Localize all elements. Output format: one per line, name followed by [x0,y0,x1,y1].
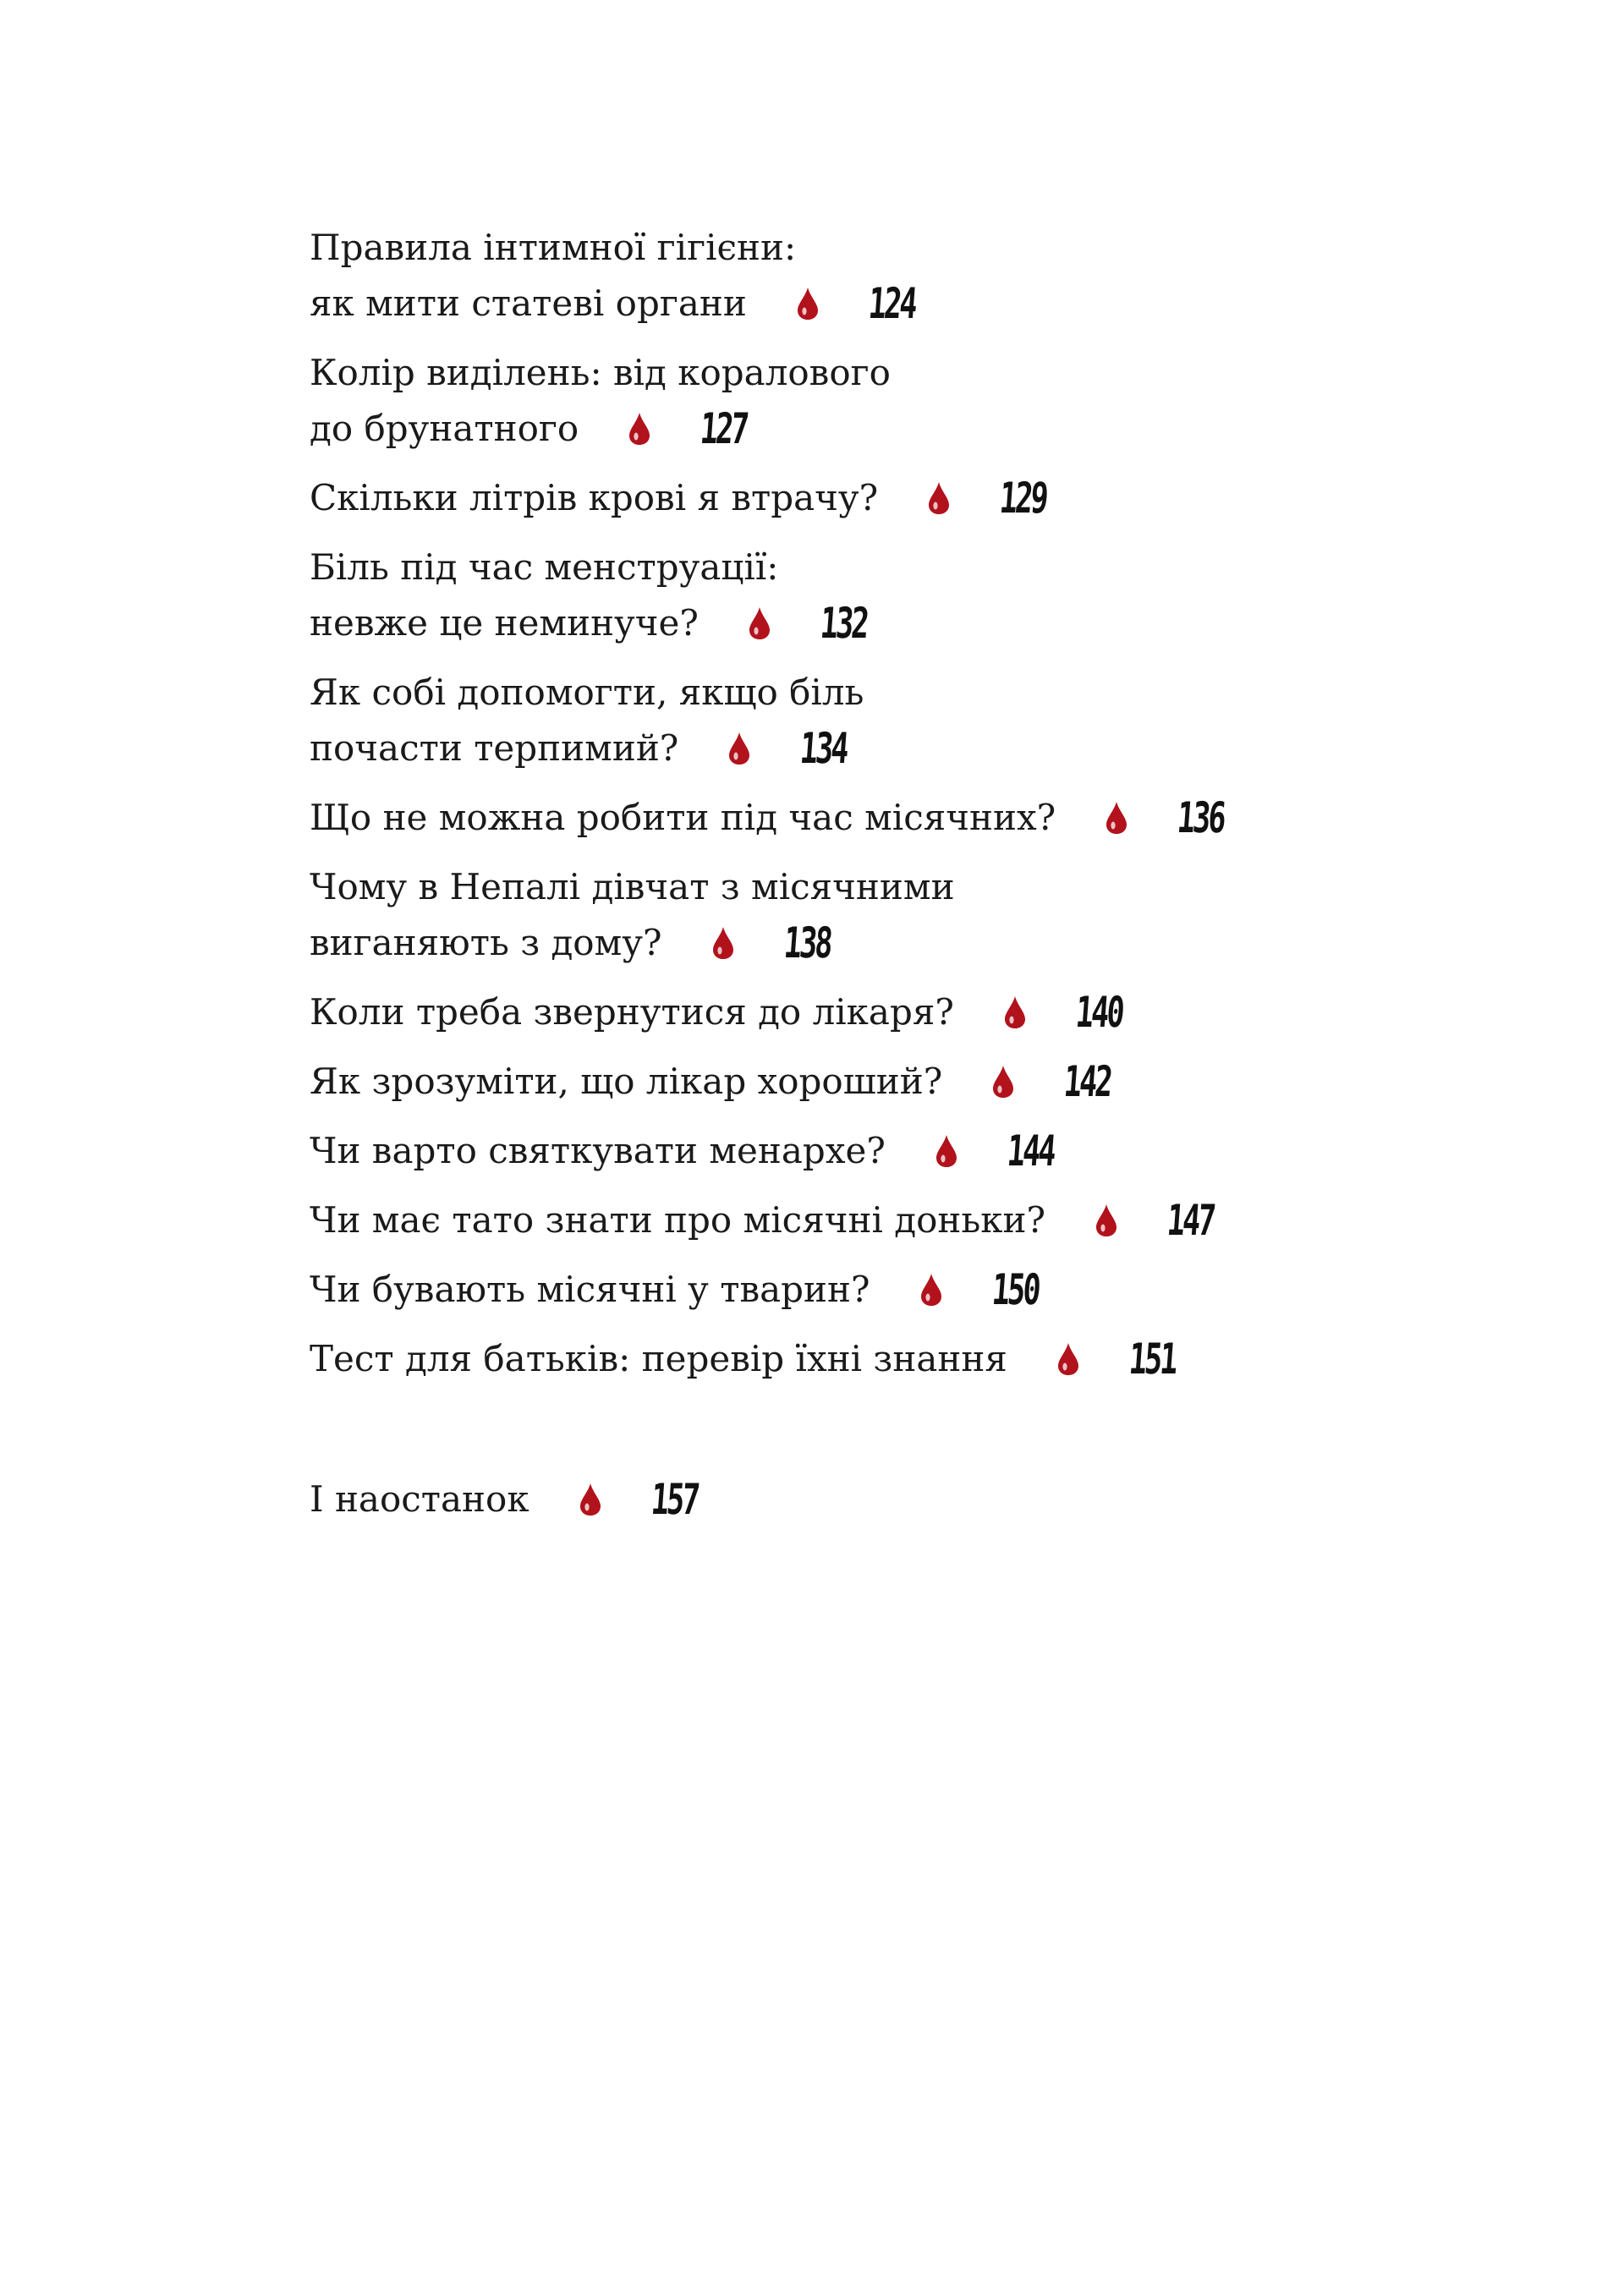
page-number: 136 [1176,793,1226,842]
toc-entry-line [310,220,1409,276]
blood-drop-icon [1003,995,1027,1029]
toc-entry[interactable] [310,665,1409,776]
toc-entry-line [310,1054,1409,1110]
blood-drop-icon [711,926,735,960]
page-number: 147 [1165,1196,1215,1245]
toc-entry-line [310,401,1409,457]
toc-entry-title: Як зрозуміти, що лікар хороший? [310,1061,943,1102]
toc-entry-line [310,1192,1409,1248]
toc-entry-line [310,470,1409,526]
blood-drop-icon [935,1134,958,1168]
toc-entry[interactable] [310,540,1409,651]
toc-entry-title: Колір виділень: від коралового [310,352,891,393]
toc-entry[interactable] [310,790,1409,846]
toc-entry-line [310,345,1409,401]
page-number: 144 [1005,1127,1056,1176]
toc-entry[interactable] [310,859,1409,971]
page-number: 151 [1127,1335,1177,1384]
toc-entry[interactable] [310,470,1409,526]
toc-entry-line [310,540,1409,595]
toc-entry-title: Біль під час менструації: [310,546,779,588]
toc-entry-title: Чи має тато знати про місячні доньки? [310,1199,1046,1241]
toc-entry-title: до брунатного [310,408,579,449]
toc-entry-line [310,1123,1409,1179]
toc-entry-line [310,1262,1409,1318]
blood-drop-icon [579,1483,602,1516]
toc-entry[interactable] [310,984,1409,1040]
toc-entry-title: Чи варто святкувати менархе? [310,1130,886,1171]
toc-entry-line [310,595,1409,651]
page-number: 132 [818,599,869,648]
toc-entry-line [310,790,1409,846]
blood-drop-icon [1105,801,1128,835]
page-number: 129 [997,474,1049,523]
toc-entry-line [310,984,1409,1040]
page-number: 142 [1062,1057,1113,1106]
toc-entry-title: Як собі допомогти, якщо біль [310,672,864,713]
page-number: 150 [990,1265,1040,1314]
toc-entry-title: почасти терпимий? [310,727,679,769]
toc-entry-line [310,859,1409,915]
page-number: 138 [782,918,832,968]
toc-entry-title: І наостанок [310,1478,529,1520]
page-number: 127 [699,404,749,453]
section-spacer [310,1401,1409,1472]
toc-entry[interactable] [310,1331,1409,1387]
blood-drop-icon [927,481,951,515]
page-number: 134 [798,724,849,773]
toc-entry[interactable] [310,1123,1409,1179]
toc-entry[interactable] [310,1054,1409,1110]
page-number: 124 [866,279,917,328]
toc-entry-final[interactable] [310,1472,1409,1527]
toc-entry-line [310,665,1409,721]
toc-entry[interactable] [310,345,1409,457]
toc-entry-title: Що не можна робити під час місячних? [310,797,1056,838]
blood-drop-icon [1056,1342,1080,1376]
blood-drop-icon [748,606,771,640]
page-number: 140 [1073,988,1124,1037]
blood-drop-icon [628,412,651,446]
toc-entry-line [310,721,1409,776]
toc-entry-line [310,915,1409,971]
blood-drop-icon [991,1065,1015,1099]
toc-entry[interactable] [310,1262,1409,1318]
blood-drop-icon [796,287,820,321]
blood-drop-icon [727,732,751,765]
toc-entry-line [310,1331,1409,1387]
toc-entry-title: Скільки літрів крові я втрачу? [310,477,879,518]
toc-entry[interactable] [310,1192,1409,1248]
toc-entry-line [310,1472,1409,1527]
toc-entry-title: Тест для батьків: перевір їхні знання [310,1338,1007,1379]
toc-entry[interactable] [310,220,1409,332]
toc-entry-title: виганяють з дому? [310,922,662,963]
toc-entry-title: невже це неминуче? [310,602,699,644]
toc-entry-title: як мити статеві органи [310,282,747,324]
toc-entry-title: Правила інтимної гігієни: [310,227,797,268]
blood-drop-icon [1095,1203,1118,1237]
blood-drop-icon [919,1273,943,1307]
toc-entry-title: Чи бувають місячні у тварин? [310,1269,870,1310]
toc-entry-line [310,276,1409,332]
page-number: 157 [649,1475,700,1524]
toc-entry-title: Коли треба звернутися до лікаря? [310,991,954,1033]
toc-entry-title: Чому в Непалі дівчат з місячними [310,866,955,907]
table-of-contents [310,220,1409,1541]
